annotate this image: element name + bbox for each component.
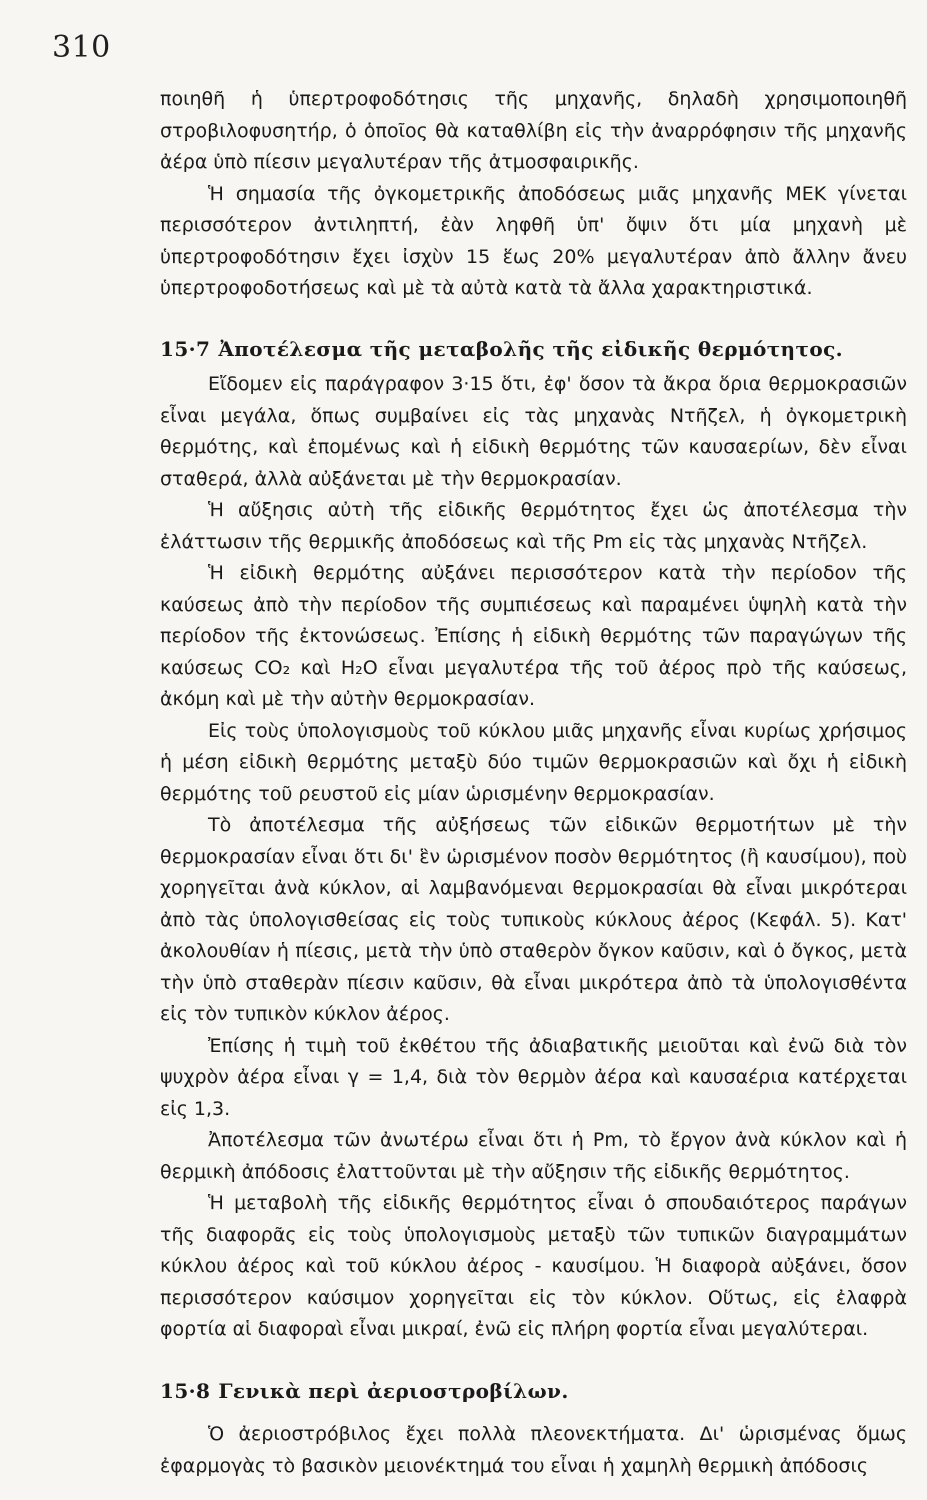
spacer [160,1407,907,1419]
paragraph-gas-turbine-intro: Ὁ ἀεριοστρόβιλος ἔχει πολλὰ πλεονεκτήματα. Δι' ὡρισμένας ὅμως ἐφαρμογὰς τὸ βασικὸν μειονέκτημά του εἶναι ἡ χαμηλὴ θερμικὴ ἀπόδοσις [160,1423,907,1477]
paragraph-combustion-period: Ἡ εἰδικὴ θερμότης αὐξάνει περισσότερον κατὰ τὴν περίοδον τῆς καύσεως ἀπὸ τὴν περίοδον τῆς συμπιέσεως καὶ παραμένει ὑψηλὴ κατὰ τὴν περίοδον τῆς ἐκτονώσεως. Ἐπίσης ἡ εἰδικὴ θερμότης τῶν παραγώγων τῆς καύσεως CO₂ καὶ H₂O εἶναι μεγαλυτέρα τῆς τοῦ ἀέρος πρὸ τῆς καύσεως, ἀκόμη καὶ μὲ τὴν αὐτὴν θερμοκρασίαν. [160,562,907,710]
paragraph-fuel-air-cycle: Ἡ μεταβολὴ τῆς εἰδικῆς θερμότητος εἶναι ὁ σπουδαιότερος παράγων τῆς διαφορᾶς εἰς τοὺς ὑπολογισμοὺς μεταξὺ τῶν τυπικῶν διαγραμμάτων κύκλου ἀέρος καὶ τοῦ κύκλου ἀέρος - καυσίμου. Ἡ διαφορὰ αὐξάνει, ὅσον περισσότερον καύσιμον χορηγεῖται εἰς τὸν κύκλον. Οὕτως, εἰς ἐλαφρὰ φορτία αἱ διαφοραὶ εἶναι μικραί, ἐνῶ εἰς πλήρη φορτία εἶναι μεγαλύτεραι. [160,1192,907,1340]
spacer [160,1346,907,1376]
paragraph-specific-heat-intro: Εἴδομεν εἰς παράγραφον 3·15 ὅτι, ἐφ' ὅσον τὰ ἄκρα ὅρια θερμοκρασιῶν εἶναι μεγάλα, ὅπως συμβαίνει εἰς τὰς μηχανὰς Ντῆζελ, ἡ ὀγκομετρικὴ θερμότης, καὶ ἑπομένως καὶ ἡ εἰδικὴ θερμότης τῶν καυσαερίων, δὲν εἶναι σταθερά, ἀλλὰ αὐξάνεται μὲ τὴν θερμοκρασίαν. [160,373,907,490]
section-heading-15-8 [160,1376,907,1408]
paragraph-work-reduction: Ἀποτέλεσμα τῶν ἀνωτέρω εἶναι ὅτι ἡ Pm, τὸ ἔργον ἀνὰ κύκλον καὶ ἡ θερμικὴ ἀπόδοσις ἐλαττοῦνται μὲ τὴν αὔξησιν τῆς εἰδικῆς θερμότητος. [160,1129,907,1183]
paragraph-mean-specific-heat: Εἰς τοὺς ὑπολογισμοὺς τοῦ κύκλου μιᾶς μηχανῆς εἶναι κυρίως χρήσιμος ἡ μέση εἰδικὴ θερμότης μεταξὺ δύο τιμῶν θερμοκρασιῶν καὶ ὄχι ἡ εἰδικὴ θερμότης τοῦ ρευστοῦ εἰς μίαν ὡρισμένην θερμοκρασίαν. [160,719,907,805]
paragraph-volumetric-efficiency: Ἡ σημασία τῆς ὀγκομετρικῆς ἀποδόσεως μιᾶς μηχανῆς ΜΕΚ γίνεται περισσότερον ἀντιληπτή, ἐὰν ληφθῆ ὑπ' ὄψιν ὅτι μία μηχανὴ μὲ ὑπερτροφοδότησιν ἔχει ἰσχὺν 15 ἕως 20% μεγαλυτέραν ἀπὸ ἄλλην ἄνευ ὑπερτροφοδοτήσεως καὶ μὲ τὰ αὐτὰ κατὰ τὰ ἄλλα χαρακτηριστικά. [160,182,907,299]
section-number: 15·7 [160,336,211,361]
page-body [160,84,907,1482]
paragraph-specific-heat-effect: Ἡ αὔξησις αὐτὴ τῆς εἰδικῆς θερμότητος ἔχει ὡς ἀποτέλεσμα τὴν ἐλάττωσιν τῆς θερμικῆς ἀποδόσεως καὶ τῆς Pm εἰς τὰς μηχανὰς Ντῆζελ. [160,499,907,553]
paragraph-lower-temperatures: Τὸ ἀποτέλεσμα τῆς αὐξήσεως τῶν εἰδικῶν θερμοτήτων μὲ τὴν θερμοκρασίαν εἶναι ὅτι δι' ἓν ὡρισμένον ποσὸν θερμότητος (ἢ καυσίμου), ποὺ χορηγεῖται ἀνὰ κύκλον, αἱ λαμβανόμεναι θερμοκρασίαι θὰ εἶναι μικρότεραι ἀπὸ τὰς ὑπολογισθείσας εἰς τοὺς τυπικοὺς κύκλους ἀέρος (Κεφάλ. 5). Κατ' ἀκολουθίαν ἡ πίεσις, μετὰ τὴν ὑπὸ σταθερὸν ὄγκον καῦσιν, καὶ ὁ ὄγκος, μετὰ τὴν ὑπὸ σταθερὰν πίεσιν καῦσιν, θὰ εἶναι μικρότερα ἀπὸ τὰ ὑπολογισθέντα εἰς τὸν τυπικὸν κύκλον ἀέρος. [160,814,907,1025]
paragraph-adiabatic-exponent: Ἐπίσης ἡ τιμὴ τοῦ ἐκθέτου τῆς ἀδιαβατικῆς μειοῦται καὶ ἐνῶ διὰ τὸν ψυχρὸν ἀέρα εἶναι γ = 1,4, διὰ τὸν θερμὸν ἀέρα καὶ καυσαέρια κατέρχεται εἰς 1,3. [160,1034,907,1120]
section-title: Γενικὰ περὶ ἀεριοστροβίλων. [218,1378,569,1403]
section-number: 15·8 [160,1378,211,1403]
section-heading-15-7 [160,334,907,366]
page-number: 310 [52,30,111,65]
spacer [160,305,907,334]
section-title: Ἀποτέλεσμα τῆς μεταβολῆς τῆς εἰδικῆς θερμότητος. [218,336,844,361]
paragraph-continuation: ποιηθῆ ἡ ὑπερτροφοδότησις τῆς μηχανῆς, δηλαδὴ χρησιμοποιηθῆ στροβιλοφυσητήρ, ὁ ὁποῖος θὰ καταθλίβη εἰς τὴν ἀναρρόφησιν τῆς μηχανῆς ἀέρα ὑπὸ πίεσιν μεγαλυτέραν τῆς ἀτμοσφαιρικῆς. [160,88,907,173]
